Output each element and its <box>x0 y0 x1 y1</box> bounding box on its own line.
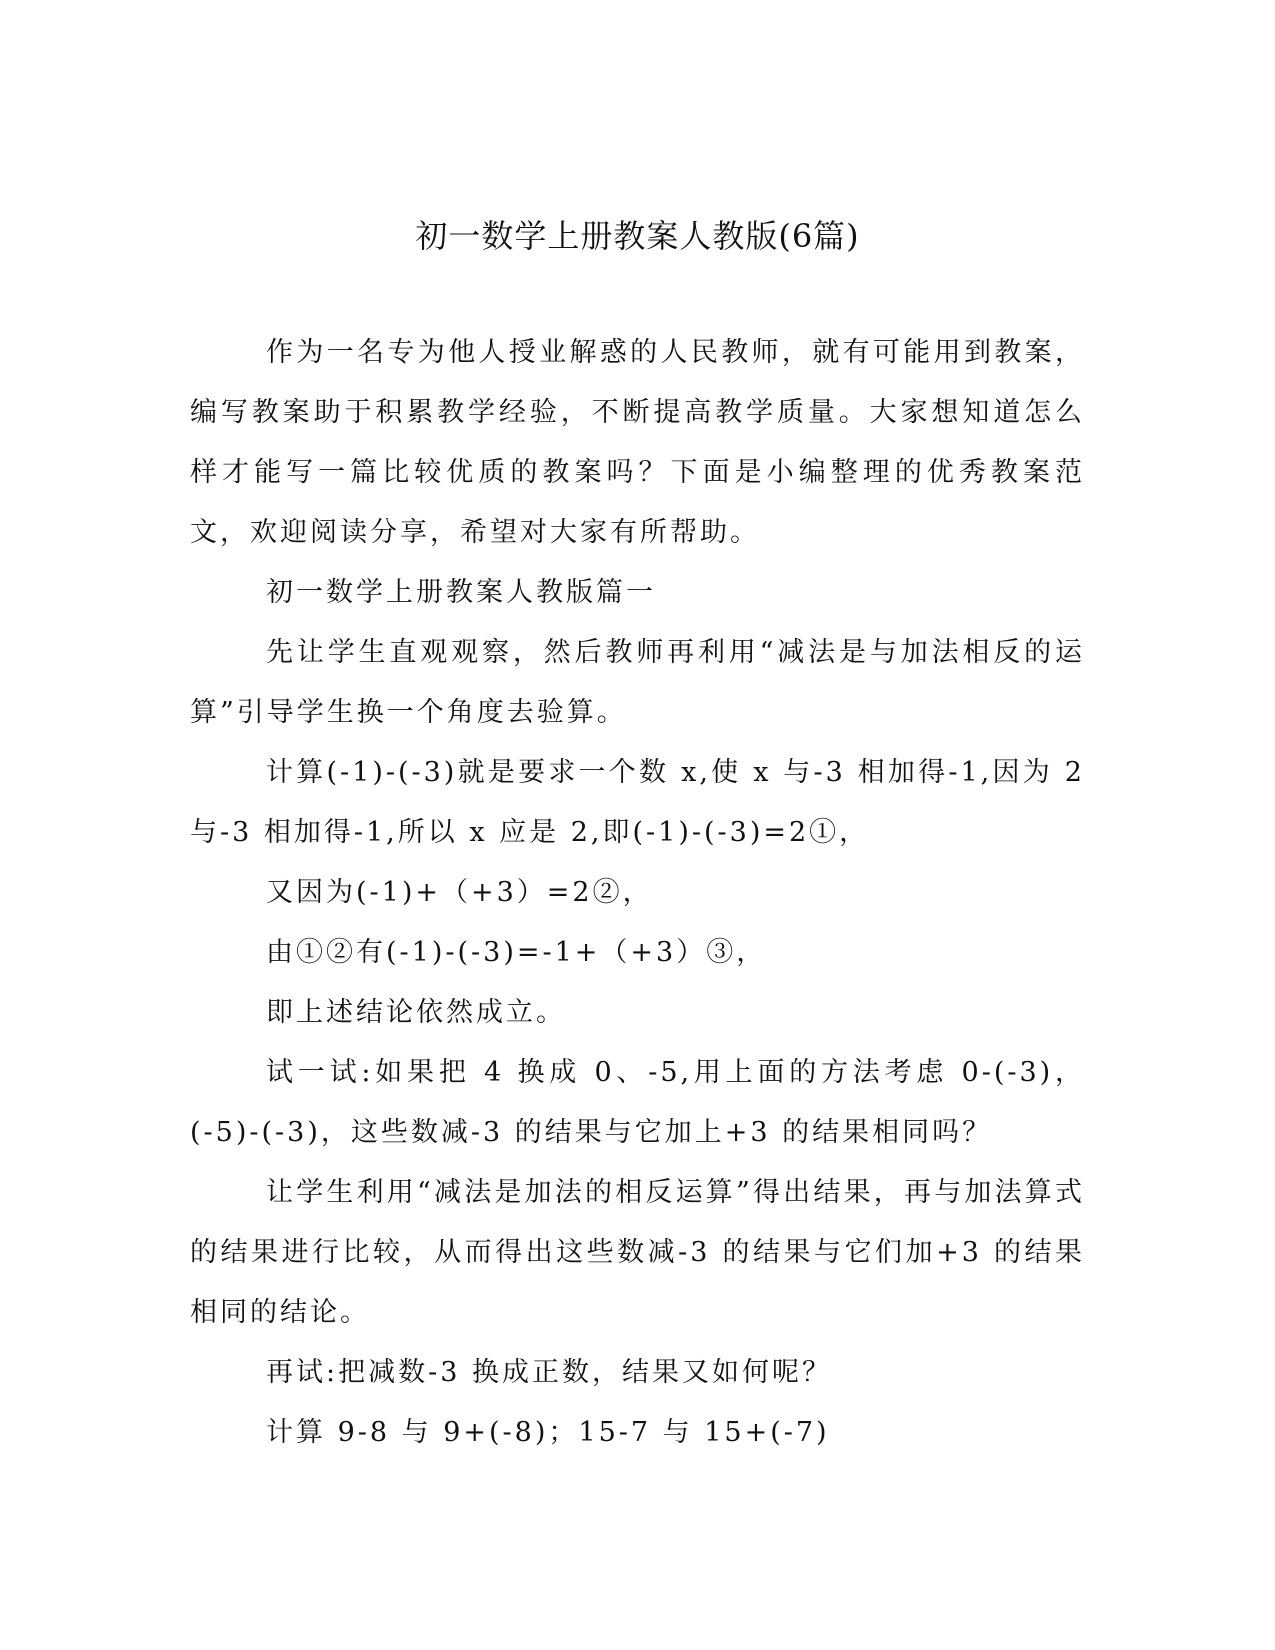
paragraph: 由①②有(-1)-(-3)=-1+（+3）③， <box>266 937 767 968</box>
paragraph: 再试:把减数-3 换成正数，结果又如何呢？ <box>266 1357 832 1388</box>
paragraph: 让学生利用“减法是加法的相反运算”得出结果，再与加法算式的结果进行比较，从而得出这些数减-3 的结果与它们加+3 的结果相同的结论。 <box>190 1177 1085 1328</box>
paragraph: 试一试:如果把 4 换成 0、-5,用上面的方法考虑 0-(-3)，(-5)-(-3)，这些数减-3 的结果与它加上+3 的结果相同吗？ <box>190 1057 1085 1148</box>
document-title: 初一数学上册教案人教版(6篇) <box>415 217 860 255</box>
paragraph: 计算 9-8 与 9+(-8)；15-7 与 15+(-7) <box>266 1417 830 1448</box>
document-body <box>190 323 1085 1463</box>
paragraph: 先让学生直观观察，然后教师再利用“减法是与加法相反的运算”引导学生换一个角度去验算。 <box>190 637 1085 728</box>
paragraph: 计算(-1)-(-3)就是要求一个数 x,使 x 与-3 相加得-1,因为 2 与-3 相加得-1,所以 x 应是 2,即(-1)-(-3)=2①， <box>190 757 1085 848</box>
paragraph-intro: 作为一名专为他人授业解惑的人民教师，就有可能用到教案，编写教案助于积累教学经验，不断提高教学质量。大家想知道怎么样才能写一篇比较优质的教案吗？下面是小编整理的优秀教案范文，欢迎阅读分享，希望对大家有所帮助。 <box>190 337 1085 548</box>
paragraph: 即上述结论依然成立。 <box>266 997 566 1028</box>
paragraph: 又因为(-1)+（+3）=2②， <box>266 877 653 908</box>
section-heading: 初一数学上册教案人教版篇一 <box>266 577 656 608</box>
